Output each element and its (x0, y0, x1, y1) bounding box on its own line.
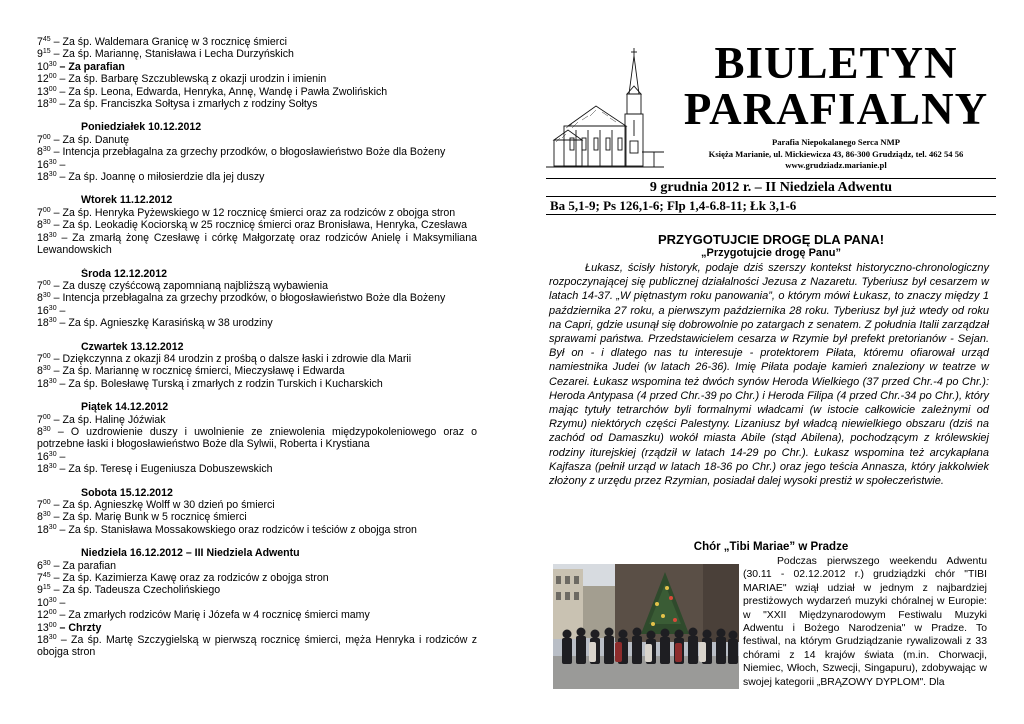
mass-minutes: 30 (48, 171, 57, 179)
mass-minutes: 30 (42, 425, 51, 433)
mass-minutes: 30 (48, 98, 57, 106)
choir-photo (553, 564, 739, 689)
mass-minutes: 30 (42, 365, 51, 373)
mass-hour: 6 (37, 559, 43, 572)
mass-intention (37, 634, 477, 659)
day-heading: Wtorek 11.12.2012 (81, 194, 173, 207)
intention-text: – Za śp. Leokadię Kociorską w 25 rocznicę śmierci oraz Bronisława, Henryka, Czesława (50, 219, 467, 232)
mass-hour: 8 (37, 146, 43, 159)
intention-text: – Za śp. Marię Bunk w 5 rocznicę śmierci (50, 511, 247, 524)
mass-minutes: 15 (42, 584, 51, 592)
mass-intention (37, 171, 477, 183)
intention-text: – Za śp. Agnieszkę Karasińską w 38 urodziny (56, 317, 273, 330)
day-heading: Środa 12.12.2012 (81, 267, 167, 280)
mass-intention (37, 524, 477, 536)
intention-text: – O uzdrowienie duszy i uwolnienie ze zniewolenia międzypokoleniowego oraz o potrzebne łaski i błogosławieństwo Boże dla Sylwii, Roberta i Krystiana (37, 425, 477, 451)
mass-hour: 18 (37, 463, 49, 476)
mass-intention (37, 499, 477, 511)
mass-hour: 7 (37, 413, 43, 426)
mass-minutes: 30 (48, 596, 57, 604)
mass-minutes: 30 (48, 304, 57, 312)
mass-hour: 13 (37, 85, 49, 98)
intention-text: – (56, 450, 66, 463)
title-line-2: PARAFIALNY (683, 84, 989, 134)
mass-hour: 8 (37, 425, 43, 438)
mass-minutes: 30 (48, 60, 57, 68)
mass-intention (37, 426, 477, 451)
mass-minutes: 30 (48, 634, 57, 642)
mass-minutes: 30 (48, 158, 57, 166)
day-heading: Niedziela 16.12.2012 – III Niedziela Adwentu (81, 547, 300, 560)
parish-name: Parafia Niepokalanego Serca NMP (771, 137, 900, 147)
mass-intention (37, 219, 477, 231)
intention-text: – Chrzty (56, 621, 102, 634)
mass-intention (37, 48, 477, 60)
intention-text: – Za śp. Franciszka Sołtysa i zmarłych z rodziny Sołtys (56, 98, 318, 111)
mass-minutes: 00 (42, 133, 51, 141)
mass-intention (37, 292, 477, 304)
mass-intention (37, 597, 477, 609)
intention-text: – Za śp. Mariannę w rocznicę śmierci, Mieczysławę i Edwarda (50, 365, 345, 378)
mass-intention (37, 36, 477, 48)
mass-intention (37, 378, 477, 390)
mass-intention (37, 511, 477, 523)
mass-minutes: 00 (42, 413, 51, 421)
section-gap (37, 110, 477, 121)
mass-minutes: 30 (42, 219, 51, 227)
intention-text: – Dziękczynna z okazji 84 urodzin z prośbą o dalsze łaski i zdrowie dla Marii (50, 352, 412, 365)
intention-text: – Za zmarłą żonę Czesławę i córkę Małgorzatę oraz rodziców Anielę i Maksymiliana Lewandowskich (37, 231, 477, 257)
mass-hour: 16 (37, 158, 49, 171)
mass-minutes: 30 (48, 231, 57, 239)
mass-intention (37, 317, 477, 329)
intention-text: – Za duszę czyśćcową zapomnianą najbliższą wybawienia (50, 279, 329, 292)
mass-intention (37, 584, 477, 596)
mass-minutes: 30 (48, 317, 57, 325)
intention-text: – Intencja przebłagalna za grzechy przodków, o błogosławieństwo Boże dla Bożeny (50, 292, 446, 305)
mass-hour: 13 (37, 621, 49, 634)
intention-text: – Za parafian (56, 60, 125, 73)
mass-hour: 7 (37, 352, 43, 365)
intention-text: – Za śp. Barbarę Szczublewską z okazji urodzin i imienin (56, 73, 327, 86)
mass-hour: 18 (37, 317, 49, 330)
mass-hour: 18 (37, 231, 49, 244)
mass-minutes: 30 (42, 559, 51, 567)
intention-text: – Za śp. Leona, Edwarda, Henryka, Annę, Wandę i Pawła Zwolińskich (56, 85, 388, 98)
intention-text: – Za śp. Joannę o miłosierdzie dla jej duszy (56, 171, 265, 184)
mass-minutes: 30 (48, 377, 57, 385)
day-heading: Sobota 15.12.2012 (81, 486, 173, 499)
choir-title: Chór „Tibi Mariae” w Pradze (693, 541, 849, 553)
mass-intention (37, 61, 477, 73)
mass-hour: 18 (37, 523, 49, 536)
section-gap (37, 183, 477, 194)
mass-hour: 18 (37, 377, 49, 390)
day-heading: Piątek 14.12.2012 (81, 401, 169, 414)
section-gap (37, 330, 477, 341)
intention-text: – (56, 596, 66, 609)
mass-hour: 7 (37, 133, 43, 146)
intention-text: – Za śp. Henryka Pyżewskiego w 12 rocznicę śmierci oraz za rodziców z obojga stron (50, 206, 456, 219)
intention-text: – Za śp. Bolesławę Turską i zmarłych z rodzin Turskich i Kucharskich (56, 377, 383, 390)
mass-hour: 9 (37, 584, 43, 597)
parish-address: Księża Marianie, ul. Mickiewicza 43, 86-300 Grudziądz, tel. 462 54 56 (708, 148, 964, 159)
mass-intention (37, 560, 477, 572)
choir-paragraph: Podczas pierwszego weekendu Adwentu (30.11 - 02.12.2012 r.) grudziądzki chór "TIBI MARIAE" wziął udział w jednym z najbardziej prestiżowych wydarzeń muzyki chóralnej w Europie: w "XXII Międzynarodowym Festiwalu Muzyki Adwentu i Bożego Narodzenia" w Pradze. To festiwal, na którym Grudziądzanie rywalizowali z 33 chórami z 14 krajów świata (m.in. Chorwacji, Niemiec, Włoch, Szwecji, Singapuru), zdobywając w swojej kategorii „BRĄZOWY DYPLOM". Dla (743, 556, 987, 688)
mass-intention (37, 572, 477, 584)
section-gap (37, 390, 477, 401)
mass-minutes: 00 (48, 85, 57, 93)
intention-text: – Za śp. Mariannę, Stanisława i Lecha Durzyńskich (50, 48, 294, 61)
intention-text: – (56, 304, 66, 317)
mass-minutes: 45 (42, 572, 51, 580)
mass-minutes: 00 (42, 206, 51, 214)
title-line-1: BIULETYN (714, 38, 958, 88)
mass-hour: 16 (37, 304, 49, 317)
intention-text: – (56, 158, 66, 171)
mass-minutes: 30 (42, 146, 51, 154)
mass-hour: 9 (37, 48, 43, 61)
mass-hour: 12 (37, 609, 49, 622)
mass-hour: 7 (37, 279, 43, 292)
intention-text: – Za śp. Halinę Jóźwiak (50, 413, 166, 426)
mass-minutes: 30 (42, 511, 51, 519)
day-heading: Poniedziałek 10.12.2012 (81, 121, 202, 134)
intention-text: – Za śp. Kazimierza Kawę oraz za rodziców z obojga stron (50, 572, 329, 585)
mass-hour: 10 (37, 60, 49, 73)
article-body (549, 261, 989, 488)
mass-intention (37, 414, 477, 426)
mass-intention (37, 280, 477, 292)
intention-text: – Za śp. Danutę (50, 133, 130, 146)
mass-intention (37, 365, 477, 377)
mass-hour: 12 (37, 73, 49, 86)
mass-hour: 8 (37, 219, 43, 232)
article-title: PRZYGOTUJCIE DROGĘ DLA PANA! (657, 232, 885, 247)
intention-text: – Za śp. Agnieszkę Wolff w 30 dzień po śmierci (50, 499, 275, 511)
mass-intention (37, 451, 477, 463)
choir-article-body (743, 555, 987, 689)
mass-intention (37, 609, 477, 621)
intention-text: – Za śp. Waldemara Granicę w 3 rocznicę śmierci (50, 36, 287, 48)
intention-text: – Za śp. Teresę i Eugeniusza Dobuszewskich (56, 463, 273, 476)
mass-hour: 18 (37, 98, 49, 111)
mass-minutes: 30 (42, 292, 51, 300)
mass-intention (37, 305, 477, 317)
mass-hour: 7 (37, 36, 43, 48)
section-gap (37, 536, 477, 547)
mass-minutes: 00 (48, 73, 57, 81)
masthead-info (666, 137, 1006, 172)
mass-intention (37, 159, 477, 171)
mass-minutes: 00 (48, 621, 57, 629)
mass-minutes: 30 (48, 450, 57, 458)
mass-hour: 8 (37, 292, 43, 305)
mass-hour: 10 (37, 596, 49, 609)
mass-intention (37, 73, 477, 85)
mass-minutes: 00 (42, 499, 51, 506)
mass-hour: 8 (37, 365, 43, 378)
mass-intention (37, 134, 477, 146)
liturgy-readings: Ba 5,1-9; Ps 126,1-6; Flp 1,4-6.8-11; Łk 3,1-6 (546, 198, 996, 215)
mass-intention (37, 622, 477, 634)
mass-minutes: 15 (42, 48, 51, 56)
intention-text: – Za śp. Tadeusza Czecholińskiego (50, 584, 221, 597)
mass-minutes: 45 (42, 36, 51, 43)
intention-text: – Za śp. Stanisława Mossakowskiego oraz rodziców i teściów z obojga stron (56, 523, 417, 536)
mass-hour: 7 (37, 499, 43, 511)
mass-minutes: 00 (42, 279, 51, 287)
mass-intention (37, 463, 477, 475)
mass-intentions-column (37, 36, 477, 659)
church-illustration (546, 46, 664, 176)
date-line: 9 grudnia 2012 r. – II Niedziela Adwentu (546, 178, 996, 197)
mass-minutes: 00 (48, 609, 57, 617)
intention-text: – Za śp. Martę Szczygielską w pierwszą rocznicę śmierci, męża Henryka i rodziców z obojga stron (37, 634, 477, 659)
day-heading: Czwartek 13.12.2012 (81, 340, 184, 353)
bulletin-title (676, 40, 996, 132)
mass-hour: 7 (37, 572, 43, 585)
article-paragraph: Łukasz, ścisły historyk, podaje dziś szerszy kontekst historyczno-chronologiczny rozpoczynającej się publicznej działalności Jezusa z Nazaretu. Tyberiusz był cesarzem w latach 14-37. „W piętnastym roku panowania”, o którym mówi Łukasz, to znaczy między 1 października 27 roku, a pierwszym października 28 roku. Tyberiusz był już wtedy od roku na Capri, gdzie usunął się dobrowolnie po zatargach z senatem. Z południa Italii zarządzał sprawami państwa. Przedstawicielem cesarza w Rzymie był prefekt pretorianów - Sejan. Był on - i dlatego nas tu interesuje - protektorem Piłata, któremu ofiarował urząd namiestnika Judei (w latach 26-36). Imię Piłata podaje kamień znaleziony w teatrze w Cezarei. Łukasz wspomina też dwóch synów Heroda Wielkiego (37 przed Chr.-4 po Chr.): Heroda Antypasa (4 przed Chr.-39 po Chr.) i Heroda Filipa (4 przed Chr.-34 po Chr.), który mając tytuły tetrarchów byli formalnymi władcami (w istocie całkowicie zależnymi od Rzymu) niektórych części Palestyny. Lizaniusz był władcą niewielkiego obszaru (dziś na zachód od Damaszku) wokół miasta Abile (stąd Abilena), pochodzącym z królewskiej rodziny iturejskiej (rządził w latach 14-29 po Chr.). Łukasz wspomina też arcykapłana Kajfasza (pełnił urząd w latach 18-36 po Chr.) oraz jego teścia Annasza, który jakkolwiek złożony z urzędu przez Rzymian, posiadał dalej wysoki prestiż w społeczeństwie. (549, 262, 989, 488)
mass-hour: 16 (37, 450, 49, 463)
mass-minutes: 00 (42, 352, 51, 360)
intention-text: – Intencja przebłagalna za grzechy przodków, o błogosławieństwo Boże dla Bożeny (50, 146, 446, 159)
mass-hour: 18 (37, 171, 49, 184)
article-subtitle: „Przygotujcie drogę Panu” (701, 247, 841, 259)
parish-website: www.grudziadz.marianie.pl (785, 160, 887, 170)
section-gap (37, 257, 477, 268)
section-gap (37, 476, 477, 487)
mass-hour: 8 (37, 511, 43, 524)
intention-text: – Za zmarłych rodziców Marię i Józefa w 4 rocznicę śmierci mamy (56, 609, 370, 622)
mass-hour: 7 (37, 206, 43, 219)
mass-intention (37, 353, 477, 365)
mass-minutes: 30 (48, 523, 57, 531)
mass-hour: 18 (37, 634, 49, 647)
mass-intention (37, 207, 477, 219)
mass-intention (37, 146, 477, 158)
mass-intention (37, 232, 477, 257)
mass-intention (37, 98, 477, 110)
intention-text: – Za parafian (50, 559, 117, 572)
mass-intention (37, 86, 477, 98)
mass-minutes: 30 (48, 463, 57, 471)
